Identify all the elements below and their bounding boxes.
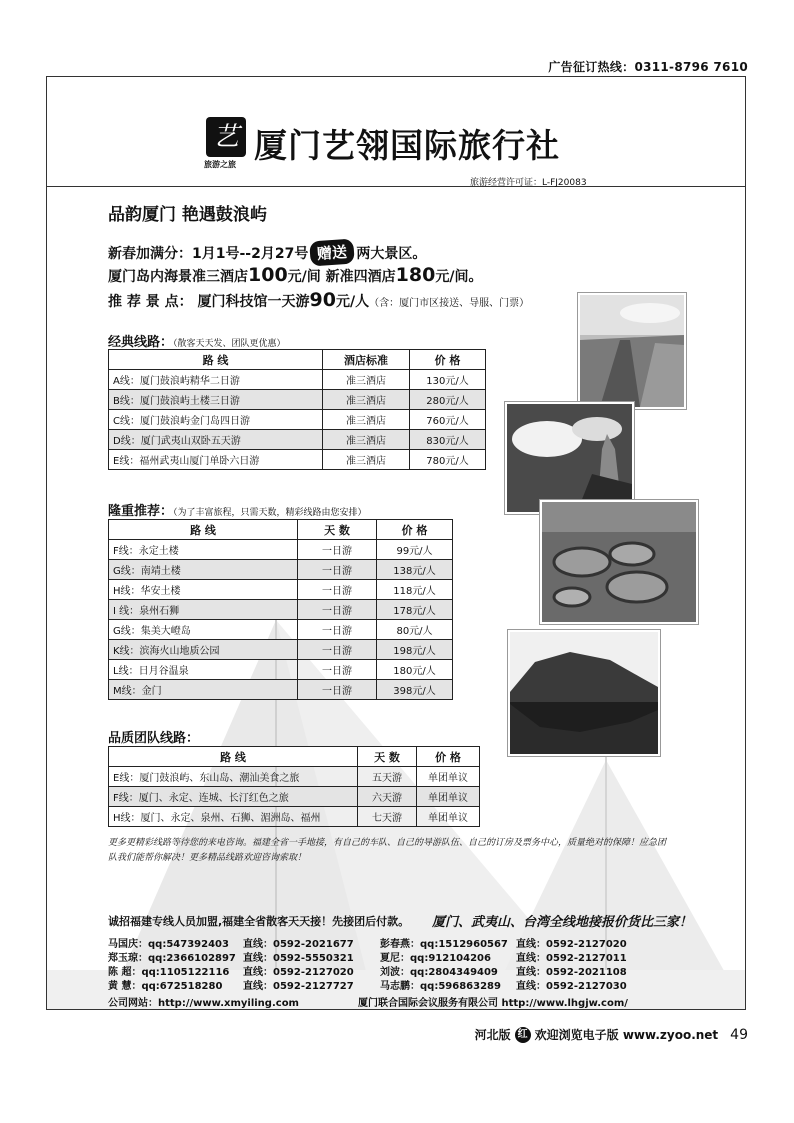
recruit-text: 诚招福建专线人员加盟,福建全省散客天天接！先接团后付款。 <box>108 915 410 928</box>
table-cell: 760元/人 <box>410 410 486 430</box>
footer-text: 欢迎浏览电子版 www.zyoo.net <box>534 1028 719 1042</box>
table-cell: 单团单议 <box>417 767 480 787</box>
table-cell: 一日游 <box>298 660 377 680</box>
col-days: 天 数 <box>298 520 377 540</box>
table-row <box>109 600 453 620</box>
table-cell: 130元/人 <box>410 370 486 390</box>
table-cell: H线：华安土楼 <box>109 580 298 600</box>
col-price: 价 格 <box>410 350 486 370</box>
contact-row: 马国庆：qq:547392403 直线：0592-2021677 彭春燕：qq:1512960567 直线：0592-2127020 <box>108 939 627 950</box>
table-cell: A线：厦门鼓浪屿精华二日游 <box>109 370 323 390</box>
col-price: 价 格 <box>417 747 480 767</box>
photo-beach-road <box>578 293 686 409</box>
hong-badge-icon: 红 <box>515 1027 531 1043</box>
table-cell: E线：福州武夷山厦门单卧六日游 <box>109 450 323 470</box>
table-row <box>109 620 453 640</box>
table-cell: K线：滨海火山地质公园 <box>109 640 298 660</box>
photo-mountain-lake <box>508 630 660 756</box>
table-cell: D线：厦门武夷山双卧五天游 <box>109 430 323 450</box>
contact-list <box>108 935 668 991</box>
table-cell: G线：集美大嶝岛 <box>109 620 298 640</box>
edition-label: 河北版 <box>474 1028 511 1042</box>
table-row <box>109 390 486 410</box>
promo-line-1: 新春加满分：1月1号--2月27号 赠送 两大景区。 <box>108 240 426 265</box>
ad-title: 品韵厦门 艳遇鼓浪屿 <box>108 205 267 225</box>
agency-name: 厦门艺翎国际旅行社 <box>254 126 560 165</box>
table-cell: F线：厦门、永定、连城、长汀红色之旅 <box>109 787 358 807</box>
company-website: 公司网站：http://www.xmyiling.com <box>108 998 299 1009</box>
table-cell: 180元/人 <box>377 660 453 680</box>
table-cell: 七天游 <box>358 807 417 827</box>
table-row <box>109 540 453 560</box>
table-cell: L线：日月谷温泉 <box>109 660 298 680</box>
table-row <box>109 580 453 600</box>
table-cell: 99元/人 <box>377 540 453 560</box>
page-number: 49 <box>730 1026 748 1043</box>
classic-routes-table <box>108 349 486 470</box>
table-cell: 一日游 <box>298 600 377 620</box>
table-cell: 准三酒店 <box>323 410 410 430</box>
table-row <box>109 767 480 787</box>
table-row <box>109 807 480 827</box>
brand-logo-subtitle: 旅游之旅 <box>204 160 236 169</box>
table-row <box>109 370 486 390</box>
table-cell: 198元/人 <box>377 640 453 660</box>
table-cell: 一日游 <box>298 680 377 700</box>
table-cell: 280元/人 <box>410 390 486 410</box>
table-cell: 一日游 <box>298 580 377 600</box>
group-routes-table <box>108 746 480 827</box>
table-cell: 830元/人 <box>410 430 486 450</box>
featured-routes-table <box>108 519 453 700</box>
col-hotel: 酒店标准 <box>323 350 410 370</box>
table-cell: E线：厦门鼓浪屿、东山岛、潮汕美食之旅 <box>109 767 358 787</box>
table-cell: 138元/人 <box>377 560 453 580</box>
license-number: 旅游经营许可证：L-FJ20083 <box>470 178 587 188</box>
table-cell: 一日游 <box>298 540 377 560</box>
table-row <box>109 410 486 430</box>
table-row <box>109 560 453 580</box>
table-cell: 398元/人 <box>377 680 453 700</box>
photo-tulou-buildings <box>540 500 698 624</box>
table-row <box>109 660 453 680</box>
classic-routes-heading: 经典线路：（散客天天发、团队更优惠） <box>108 335 286 350</box>
table-cell: 准三酒店 <box>323 430 410 450</box>
table-row <box>109 787 480 807</box>
table-cell: 80元/人 <box>377 620 453 640</box>
col-route: 路 线 <box>109 520 298 540</box>
featured-routes-heading: 隆重推荐：（为了丰富旅程，只需天数，精彩线路由您安排） <box>108 504 367 519</box>
contact-row: 陈 超：qq:1105122116 直线：0592-2127020 刘波：qq:2804349409 直线：0592-2021108 <box>108 967 627 978</box>
table-cell: H线：厦门、永定、泉州、石狮、湄洲岛、福州 <box>109 807 358 827</box>
table-cell: 一日游 <box>298 560 377 580</box>
table-cell: M线：金门 <box>109 680 298 700</box>
col-route: 路 线 <box>109 747 358 767</box>
table-cell: 一日游 <box>298 620 377 640</box>
table-cell: C线：厦门鼓浪屿金门岛四日游 <box>109 410 323 430</box>
table-cell: 准三酒店 <box>323 390 410 410</box>
contact-row: 黄 慧：qq:672518280 直线：0592-2127727 马志鹏：qq:596863289 直线：0592-2127030 <box>108 981 627 992</box>
table-row <box>109 640 453 660</box>
partner-website: 厦门联合国际会议服务有限公司 http://www.lhgjw.com/ <box>358 998 628 1009</box>
table-cell: 一日游 <box>298 640 377 660</box>
promo-line-3: 推 荐 景 点： 厦门科技馆一天游90元/人（含：厦门市区接送、导服、门票） <box>108 289 530 311</box>
photo-rock-peak <box>505 402 634 514</box>
header-divider <box>46 186 746 187</box>
table-cell: G线：南靖土楼 <box>109 560 298 580</box>
group-routes-heading: 品质团队线路： <box>108 731 200 746</box>
promo-line-2: 厦门岛内海景准三酒店100元/间 新准四酒店180元/间。 <box>108 264 483 286</box>
ad-hotline: 广告征订热线：0311-8796 7610 <box>548 60 748 74</box>
contact-row: 郑玉琼：qq:2366102897 直线：0592-5550321 夏尼：qq:912104206 直线：0592-2127011 <box>108 953 627 964</box>
col-price: 价 格 <box>377 520 453 540</box>
table-row <box>109 680 453 700</box>
table-cell: 六天游 <box>358 787 417 807</box>
slogan-text: 厦门、武夷山、台湾全线地接报价货比三家！ <box>432 915 693 930</box>
table-cell: 178元/人 <box>377 600 453 620</box>
table-cell: 118元/人 <box>377 580 453 600</box>
table-row <box>109 450 486 470</box>
table-cell: 780元/人 <box>410 450 486 470</box>
table-cell: 准三酒店 <box>323 370 410 390</box>
gift-badge: 赠送 <box>310 238 356 266</box>
table-cell: B线：厦门鼓浪屿土楼三日游 <box>109 390 323 410</box>
table-cell: 单团单议 <box>417 807 480 827</box>
page-footer <box>475 1026 748 1043</box>
table-cell: 五天游 <box>358 767 417 787</box>
more-routes-note: 更多更精彩线路等待您的来电咨询。福建全省一手地接，有自己的车队、自己的导游队伍、自己的订房及票务中心，质量绝对的保障！应急团队我们能帮你解决！更多精品线路欢迎咨询索取！ <box>108 838 667 863</box>
brand-logo-glyph: 艺 <box>213 122 240 152</box>
col-days: 天 数 <box>358 747 417 767</box>
col-route: 路 线 <box>109 350 323 370</box>
table-cell: 单团单议 <box>417 787 480 807</box>
table-cell: 准三酒店 <box>323 450 410 470</box>
table-cell: I 线：泉州石狮 <box>109 600 298 620</box>
table-row <box>109 430 486 450</box>
table-cell: F线：永定土楼 <box>109 540 298 560</box>
